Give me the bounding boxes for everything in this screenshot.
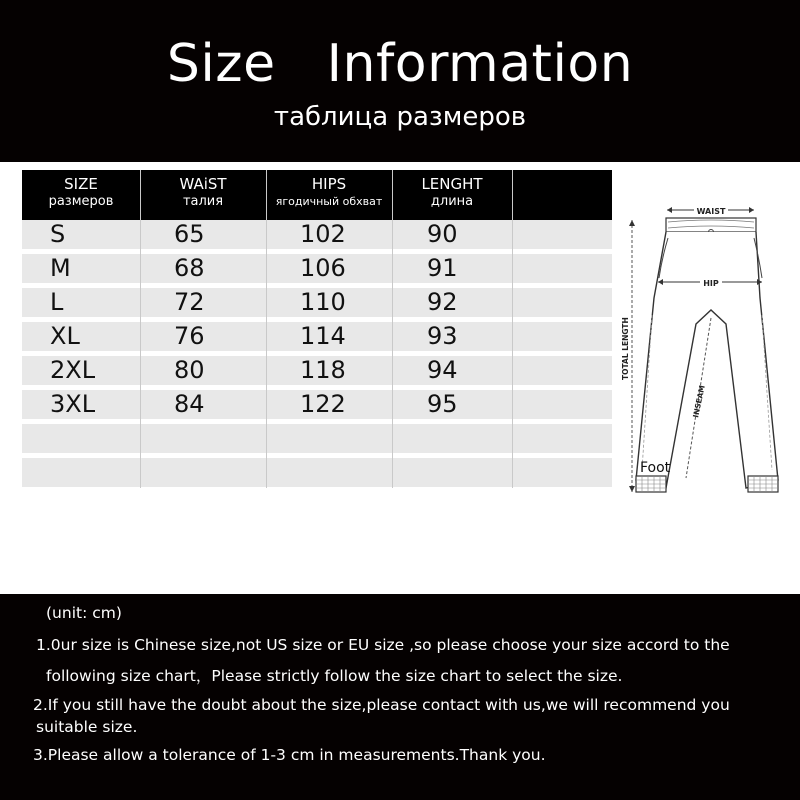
column-divider — [266, 170, 267, 488]
cell-waist: 80 — [174, 356, 205, 384]
cell-length: 93 — [427, 322, 458, 350]
column-header-hips — [266, 170, 392, 220]
cell-size: S — [50, 220, 66, 248]
note-1-line-2: following size chart，Please strictly follow the size chart to select the size. — [46, 667, 623, 685]
hip-label: HIP — [703, 279, 719, 288]
total-length-label: TOTAL LENGTH — [621, 317, 630, 380]
note-1-line-1: 1.0ur size is Chinese size,not US size or EU size ,so please choose your size accord to the — [36, 636, 730, 654]
column-header-hips-ru: ягодичный обхват — [275, 195, 383, 208]
foot-label: Foot — [640, 460, 671, 476]
table-row — [22, 322, 612, 351]
cell-length: 91 — [427, 254, 458, 282]
cell-length: 92 — [427, 288, 458, 316]
page-title: Size Information — [166, 34, 634, 94]
page-subtitle: таблица размеров — [273, 102, 527, 132]
waist-label: WAIST — [696, 207, 726, 216]
cell-hips: 118 — [300, 356, 346, 384]
cell-waist: 65 — [174, 220, 205, 248]
column-header-hips-en: HIPS — [311, 175, 347, 193]
column-header-length — [392, 170, 512, 220]
note-2-line-1: 2.If you still have the doubt about the size,please contact with us,we will recommend you — [33, 696, 730, 714]
note-2-line-2: suitable size. — [36, 718, 138, 736]
notes-panel — [0, 594, 800, 800]
column-header-size-ru: размеров — [48, 194, 114, 209]
inseam-label: INSEAM — [691, 384, 707, 419]
column-header-waist-en: WAiST — [179, 175, 227, 193]
table-row — [22, 254, 612, 283]
column-header-length-ru: длина — [430, 194, 474, 209]
column-divider — [512, 170, 513, 488]
table-row — [22, 220, 612, 249]
cell-size: 2XL — [50, 356, 96, 384]
cell-waist: 68 — [174, 254, 205, 282]
size-table — [22, 170, 612, 487]
column-divider — [392, 170, 393, 488]
column-divider — [140, 170, 141, 488]
table-row — [22, 288, 612, 317]
column-header-size — [22, 170, 140, 220]
header-banner — [0, 0, 800, 162]
cell-hips: 114 — [300, 322, 346, 350]
cell-length: 90 — [427, 220, 458, 248]
column-header-waist-ru: талия — [182, 194, 224, 209]
table-row — [22, 424, 612, 453]
cell-length: 94 — [427, 356, 458, 384]
cell-hips: 122 — [300, 390, 346, 418]
cell-waist: 76 — [174, 322, 205, 350]
cell-length: 95 — [427, 390, 458, 418]
cell-waist: 72 — [174, 288, 205, 316]
cell-size: 3XL — [50, 390, 96, 418]
cell-size: L — [50, 288, 64, 316]
cell-waist: 84 — [174, 390, 205, 418]
note-3: 3.Please allow a tolerance of 1-3 cm in measurements.Thank you. — [33, 746, 546, 764]
table-row — [22, 356, 612, 385]
pants-diagram — [612, 190, 800, 550]
column-header-size-en: SIZE — [64, 175, 98, 193]
table-header — [22, 170, 612, 220]
table-row — [22, 458, 612, 487]
table-row — [22, 390, 612, 419]
cell-hips: 106 — [300, 254, 346, 282]
cell-hips: 102 — [300, 220, 346, 248]
cell-size: M — [50, 254, 71, 282]
column-header-length-en: LENGHT — [421, 175, 483, 193]
cell-hips: 110 — [300, 288, 346, 316]
column-header-waist — [140, 170, 266, 220]
cell-size: XL — [50, 322, 80, 350]
unit-note: (unit: cm) — [46, 604, 122, 622]
